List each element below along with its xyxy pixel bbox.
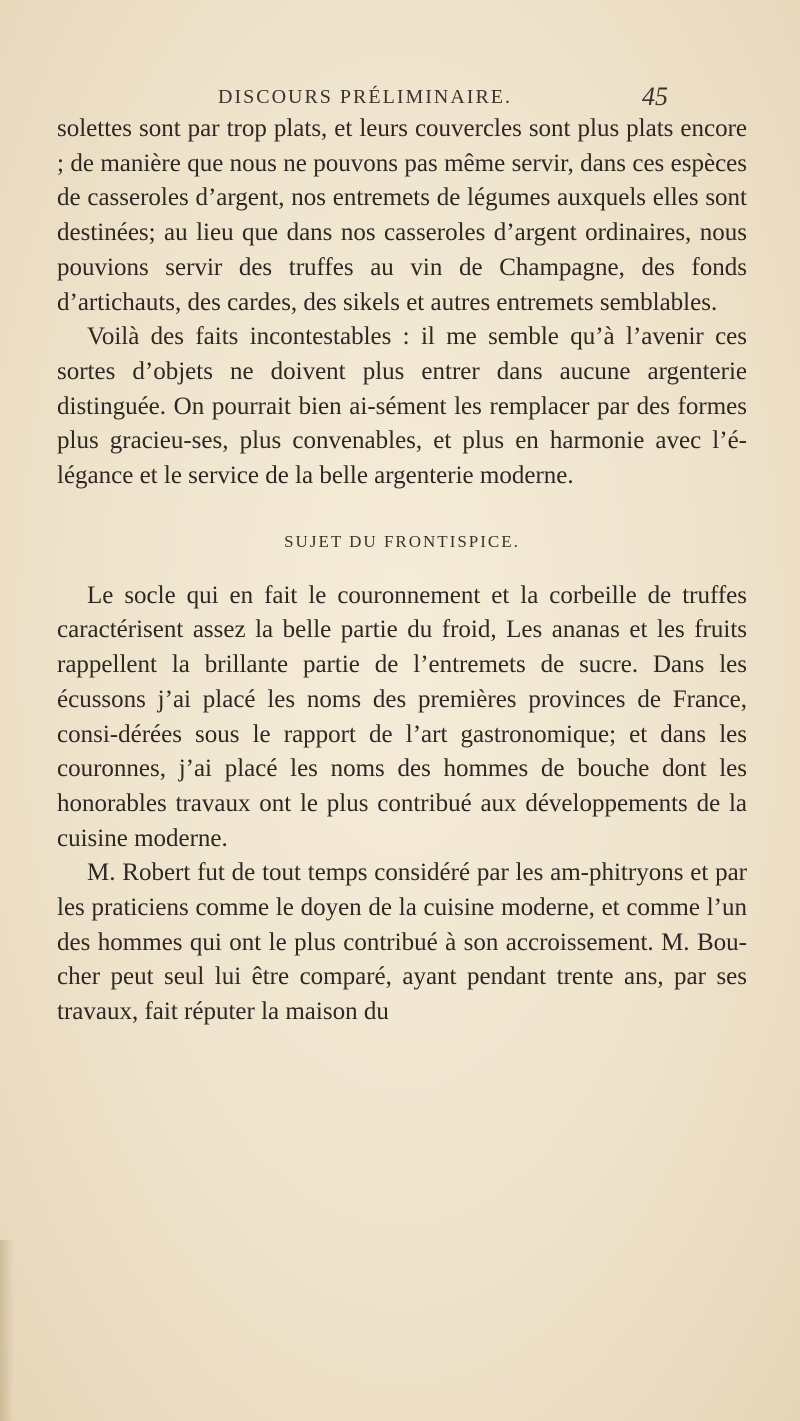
body-text: [57, 112, 747, 1030]
paragraph-socle: Le socle qui en fait le couronnement et la corbeille de truffes caractérisent assez la belle partie du froid, Les ananas et les fruits rappellent la brillante partie de l’entremets de sucre. Dans les écussons j’ai placé les noms des premières provinces de France, consi-dérées sous le rapport de l’art gastronomique; et dans les couronnes, j’ai placé les noms des hommes de bouche dont les honorables travaux ont le plus contribué aux développements de la cuisine moderne.: [57, 581, 747, 852]
page-edge-shadow: [0, 1240, 14, 1421]
paragraph-robert: M. Robert fut de tout temps considéré par les am-phitryons et par les praticiens comme le doyen de la cuisine moderne, et comme l’un des hommes qui ont le plus contribué à son accroissement. M. Bou-cher peut seul lui être comparé, ayant pendant trente ans, par ses travaux, fait réputer la maison du: [57, 859, 747, 1026]
paragraph-faits-incontestables: Voilà des faits incontestables : il me semble qu’à l’avenir ces sortes d’objets ne doivent plus entrer dans aucune argenterie distinguée. On pourrait bien ai-sément les remplacer par des formes plus gracieu-ses, plus convenables, et plus en harmonie avec l’é-légance et le service de la belle argenterie moderne.: [57, 323, 747, 490]
running-head: [0, 82, 800, 112]
section-title: SUJET DU FRONTISPICE.: [284, 531, 520, 551]
paragraph-casseroles: solettes sont par trop plats, et leurs couvercles sont plus plats encore ; de manière que nous ne pouvons pas même servir, dans ces espèces de casseroles d’argent, nos entremets de légumes auxquels elles sont destinées; au lieu que dans nos casseroles d’argent ordinaires, nous pouvions servir des truffes au vin de Champagne, des fonds d’artichauts, des cardes, des sikels et autres entremets semblables.: [57, 115, 747, 316]
running-title: DISCOURS PRÉLIMINAIRE.: [218, 86, 513, 108]
page-number: 45: [642, 82, 668, 111]
